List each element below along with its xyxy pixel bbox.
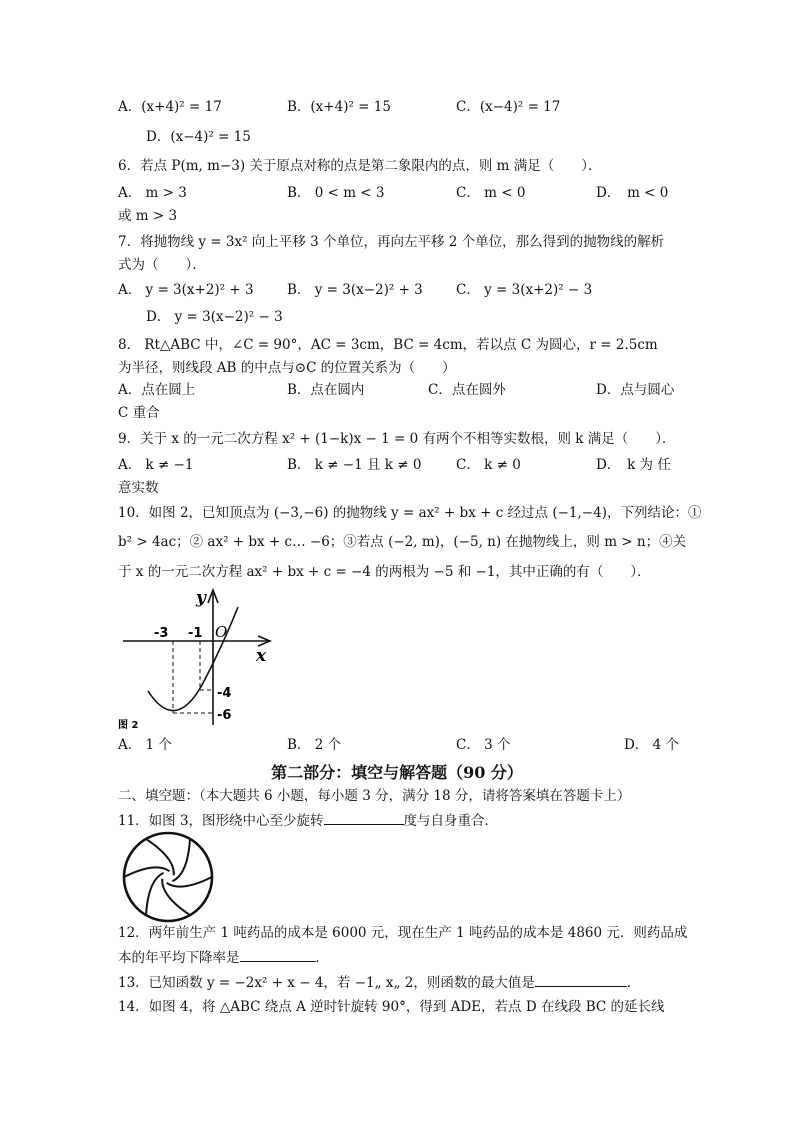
q7-stem-1: 7．将抛物线 y = 3x² 向上平移 3 个单位，再向左平移 2 个单位，那么得到的抛物线的解析	[118, 234, 665, 250]
outer-circle	[124, 833, 212, 921]
q8-option-a: A．点在圆上	[118, 382, 196, 398]
pinwheel-blade	[162, 879, 190, 915]
q11-stem-text-end: 度与自身重合．	[403, 813, 499, 829]
q8-option-d: D．点与圆心	[596, 382, 675, 398]
pinwheel-blade	[172, 839, 190, 881]
q10-option-c: C． 3 个	[456, 737, 511, 753]
q12-answer-blank[interactable]	[240, 947, 316, 962]
q7-option-b: B． y = 3(x−2)² + 3	[287, 282, 423, 298]
q5-option-b: B．(x+4)² = 15	[287, 99, 391, 115]
q12-stem-1: 12．两年前生产 1 吨药品的成本是 6000 元，现在生产 1 吨药品的成本是 4860 元．则药品成	[118, 925, 688, 941]
q6-option-d: D． m < 0	[596, 185, 669, 201]
q5-option-d: D．(x−4)² = 15	[146, 129, 251, 145]
q5-option-c: C．(x−4)² = 17	[456, 99, 561, 115]
q12-stem-text-end: ．	[315, 950, 329, 966]
q6-option-a: A． m > 3	[118, 185, 187, 201]
q11-pinwheel-figure	[121, 830, 215, 924]
q8-stem-2: 为半径，则线段 AB 的中点与⊙C 的位置关系为（ ）	[118, 360, 456, 376]
q8-option-b: B．点在圆内	[287, 382, 365, 398]
q10-option-a: A． 1 个	[118, 737, 172, 753]
tick-label-minus-4: -4	[217, 686, 232, 701]
q8-option-d-cont: C 重合	[118, 405, 160, 421]
q11-answer-blank[interactable]	[324, 810, 404, 825]
section2-title: 二、填空题：（本大题共 6 小题，每小题 3 分，满分 18 分，请将答案填在答题卡上）	[118, 788, 631, 804]
q7-option-a: A． y = 3(x+2)² + 3	[118, 282, 254, 298]
q12-stem-text: 本的年平均下降率是	[118, 950, 240, 966]
q13-stem-text: 13．已知函数 y = −2x² + x − 4，若 −1„ x„ 2，则函数的最大值是	[118, 975, 535, 991]
q14-stem: 14．如图 4，将 △ABC 绕点 A 逆时针旋转 90°，得到 ADE，若点 D 在线段 BC 的延长线	[118, 999, 665, 1015]
q10-stem-2: b² > 4ac；② ax² + bx + c… −6；③若点 (−2, m)，(−5, n) 在抛物线上，则 m > n；④关	[118, 534, 687, 550]
q9-option-d: D． k 为 任	[596, 457, 671, 473]
pinwheel-blade	[146, 873, 164, 915]
pinwheel-blade	[146, 839, 174, 875]
pinwheel-blades	[124, 839, 212, 915]
q9-option-a: A． k ≠ −1	[118, 457, 194, 473]
q10-option-d: D． 4 个	[624, 737, 679, 753]
q13-stem-text-end: ．	[626, 975, 641, 991]
q11-stem-text: 11．如图 3，图形绕中心至少旋转	[118, 813, 324, 829]
q6-option-d-cont: 或 m > 3	[118, 208, 178, 224]
q5-option-a: A．(x+4)² = 17	[118, 99, 222, 115]
q8-stem-1: 8． Rt△ABC 中，∠C = 90°，AC = 3cm，BC = 4cm，若以点 C 为圆心，r = 2.5cm	[118, 337, 658, 353]
figure-caption: 图 2	[118, 720, 139, 730]
q9-option-d-cont: 意实数	[118, 480, 159, 496]
tick-label-minus-3: -3	[154, 626, 169, 641]
q10-stem-3: 于 x 的一元二次方程 ax² + bx + c = −4 的两根为 −5 和 −1，其中正确的有（ ）．	[118, 564, 651, 580]
q10-stem-1: 10．如图 2，已知顶点为 (−3,−6) 的抛物线 y = ax² + bx + c 经过点 (−1,−4)，下列结论：①	[118, 505, 702, 521]
q12-stem-2	[118, 947, 329, 967]
q7-option-d: D． y = 3(x−2)² − 3	[146, 309, 283, 325]
part2-heading: 第二部分：填空与解答题（90 分）	[271, 763, 523, 782]
q8-option-c: C．点在圆外	[428, 382, 506, 398]
tick-label-minus-1: -1	[188, 626, 203, 641]
q11-stem	[118, 810, 498, 830]
q6-option-c: C． m < 0	[456, 185, 526, 201]
q9-option-c: C． k ≠ 0	[456, 457, 521, 473]
q13-answer-blank[interactable]	[535, 972, 627, 987]
x-axis-label: x	[256, 646, 267, 666]
origin-label: O	[215, 623, 228, 641]
y-axis-label: y	[196, 588, 206, 608]
q7-option-c: C． y = 3(x+2)² − 3	[456, 282, 593, 298]
q7-stem-2: 式为（ ）．	[118, 257, 206, 273]
pinwheel-blade	[124, 867, 169, 877]
q9-option-b: B． k ≠ −1 且 k ≠ 0	[287, 457, 422, 473]
q10-parabola-figure	[118, 585, 283, 730]
tick-label-minus-6: -6	[217, 708, 232, 723]
pinwheel-blade	[167, 877, 212, 887]
q13-stem	[118, 972, 640, 992]
q10-option-b: B． 2 个	[287, 737, 342, 753]
q6-option-b: B． 0 < m < 3	[287, 185, 385, 201]
q6-stem: 6．若点 P(m, m−3) 关于原点对称的点是第二象限内的点，则 m 满足（ ）．	[118, 158, 602, 174]
q9-stem: 9．关于 x 的一元二次方程 x² + (1−k)x − 1 = 0 有两个不相等实数根，则 k 满足（ ）．	[118, 431, 676, 447]
